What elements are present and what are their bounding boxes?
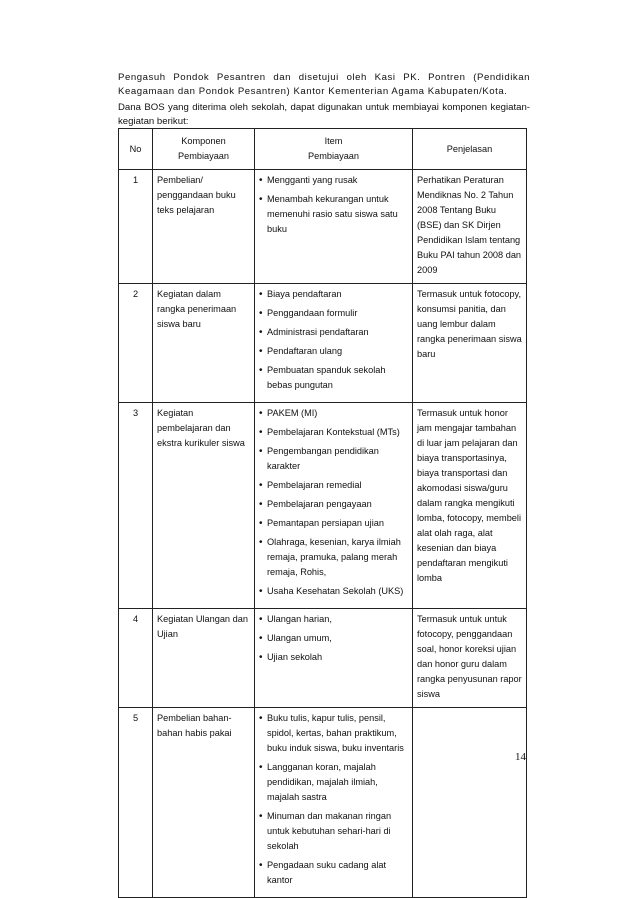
list-item: • Pemantapan persiapan ujian	[259, 516, 408, 531]
list-item: • Penggandaan formulir	[259, 306, 408, 321]
row-penjelasan: Termasuk untuk honor jam mengajar tambahan di luar jam pelajaran dan biaya transportasinya, biaya transportasi dan akomodasi siswa/guru dalam rangka mengikuti lomba, fotocopy, membeli alat olah raga, alat kesenian dan biaya pendaftaran mengikuti lomba	[413, 403, 527, 609]
row-komponen: Kegiatan dalam rangka penerimaan siswa baru	[153, 284, 255, 403]
row-items	[255, 284, 413, 403]
list-item: • Administrasi pendaftaran	[259, 325, 408, 340]
row-komponen: Kegiatan Ulangan dan Ujian	[153, 609, 255, 708]
list-item: • Ulangan harian,	[259, 612, 408, 627]
bos-components-table	[118, 128, 527, 898]
list-item: • Langganan koran, majalah pendidikan, majalah ilmiah, majalah sastra	[259, 760, 408, 805]
list-item: • Ulangan umum,	[259, 631, 408, 646]
list-item: • Minuman dan makanan ringan untuk kebutuhan sehari-hari di sekolah	[259, 809, 408, 854]
row-penjelasan: Termasuk untuk fotocopy, konsumsi panitia, dan uang lembur dalam rangka penerimaan siswa baru	[413, 284, 527, 403]
table-row	[119, 609, 527, 708]
header-item	[255, 129, 413, 170]
header-komponen-line-1: Komponen	[181, 136, 226, 146]
list-item: • PAKEM (MI)	[259, 406, 408, 421]
row-items	[255, 609, 413, 708]
table-header-row	[119, 129, 527, 170]
header-komponen	[153, 129, 255, 170]
page-number: 14	[515, 751, 526, 763]
row-number: 3	[119, 403, 153, 609]
list-item: • Pembelajaran Kontekstual (MTs)	[259, 425, 408, 440]
row-komponen: Pembelian bahan-bahan habis pakai	[153, 708, 255, 898]
row-items	[255, 708, 413, 898]
list-item: • Pendaftaran ulang	[259, 344, 408, 359]
table-row	[119, 284, 527, 403]
list-item: • Ujian sekolah	[259, 650, 408, 665]
list-item: • Pembuatan spanduk sekolah bebas pungutan	[259, 363, 408, 393]
header-komponen-line-2: Pembiayaan	[177, 151, 230, 161]
row-number: 2	[119, 284, 153, 403]
header-no: No	[119, 129, 153, 170]
row-komponen: Pembelian/ penggandaan buku teks pelajaran	[153, 170, 255, 284]
list-item: • Biaya pendaftaran	[259, 287, 408, 302]
list-item: • Pembelajaran pengayaan	[259, 497, 408, 512]
list-item: • Mengganti yang rusak	[259, 173, 408, 188]
list-item: • Pengembangan pendidikan karakter	[259, 444, 408, 474]
table-row	[119, 708, 527, 898]
list-item: • Pengadaan suku cadang alat kantor	[259, 858, 408, 888]
header-penjelasan: Penjelasan	[413, 129, 527, 170]
list-item: • Olahraga, kesenian, karya ilmiah remaja, pramuka, palang merah remaja, Rohis,	[259, 535, 408, 580]
row-items	[255, 170, 413, 284]
table-row	[119, 403, 527, 609]
list-item: • Buku tulis, kapur tulis, pensil, spidol, kertas, bahan praktikum, buku induk siswa, buku inventaris	[259, 711, 408, 756]
row-number: 5	[119, 708, 153, 898]
row-number: 4	[119, 609, 153, 708]
row-penjelasan: Termasuk untuk untuk fotocopy, penggandaan soal, honor koreksi ujian dan honor guru dalam rangka penyusunan rapor siswa	[413, 609, 527, 708]
row-komponen: Kegiatan pembelajaran dan ekstra kurikuler siswa	[153, 403, 255, 609]
intro-paragraph-2: Dana BOS yang diterima oleh sekolah, dapat digunakan untuk membiayai komponen kegiatan-kegiatan berikut:	[118, 102, 530, 127]
header-item-line-1: Item	[324, 136, 343, 146]
row-items	[255, 403, 413, 609]
row-penjelasan	[413, 708, 527, 898]
header-item-line-2: Pembiayaan	[307, 151, 360, 161]
list-item: • Pembelajaran remedial	[259, 478, 408, 493]
table-row	[119, 170, 527, 284]
row-number: 1	[119, 170, 153, 284]
list-item: • Usaha Kesehatan Sekolah (UKS)	[259, 584, 408, 599]
list-item: • Menambah kekurangan untuk memenuhi rasio satu siswa satu buku	[259, 192, 408, 237]
row-penjelasan: Perhatikan Peraturan Mendiknas No. 2 Tahun 2008 Tentang Buku (BSE) dan SK Dirjen Pendidikan Islam tentang Buku PAI tahun 2008 dan 2009	[413, 170, 527, 284]
intro-paragraph-1: Pengasuh Pondok Pesantren dan disetujui oleh Kasi PK. Pontren (Pendidikan Keagamaan dan Pondok Pesantren) Kantor Kementerian Agama Kabupaten/Kota.	[118, 72, 530, 97]
